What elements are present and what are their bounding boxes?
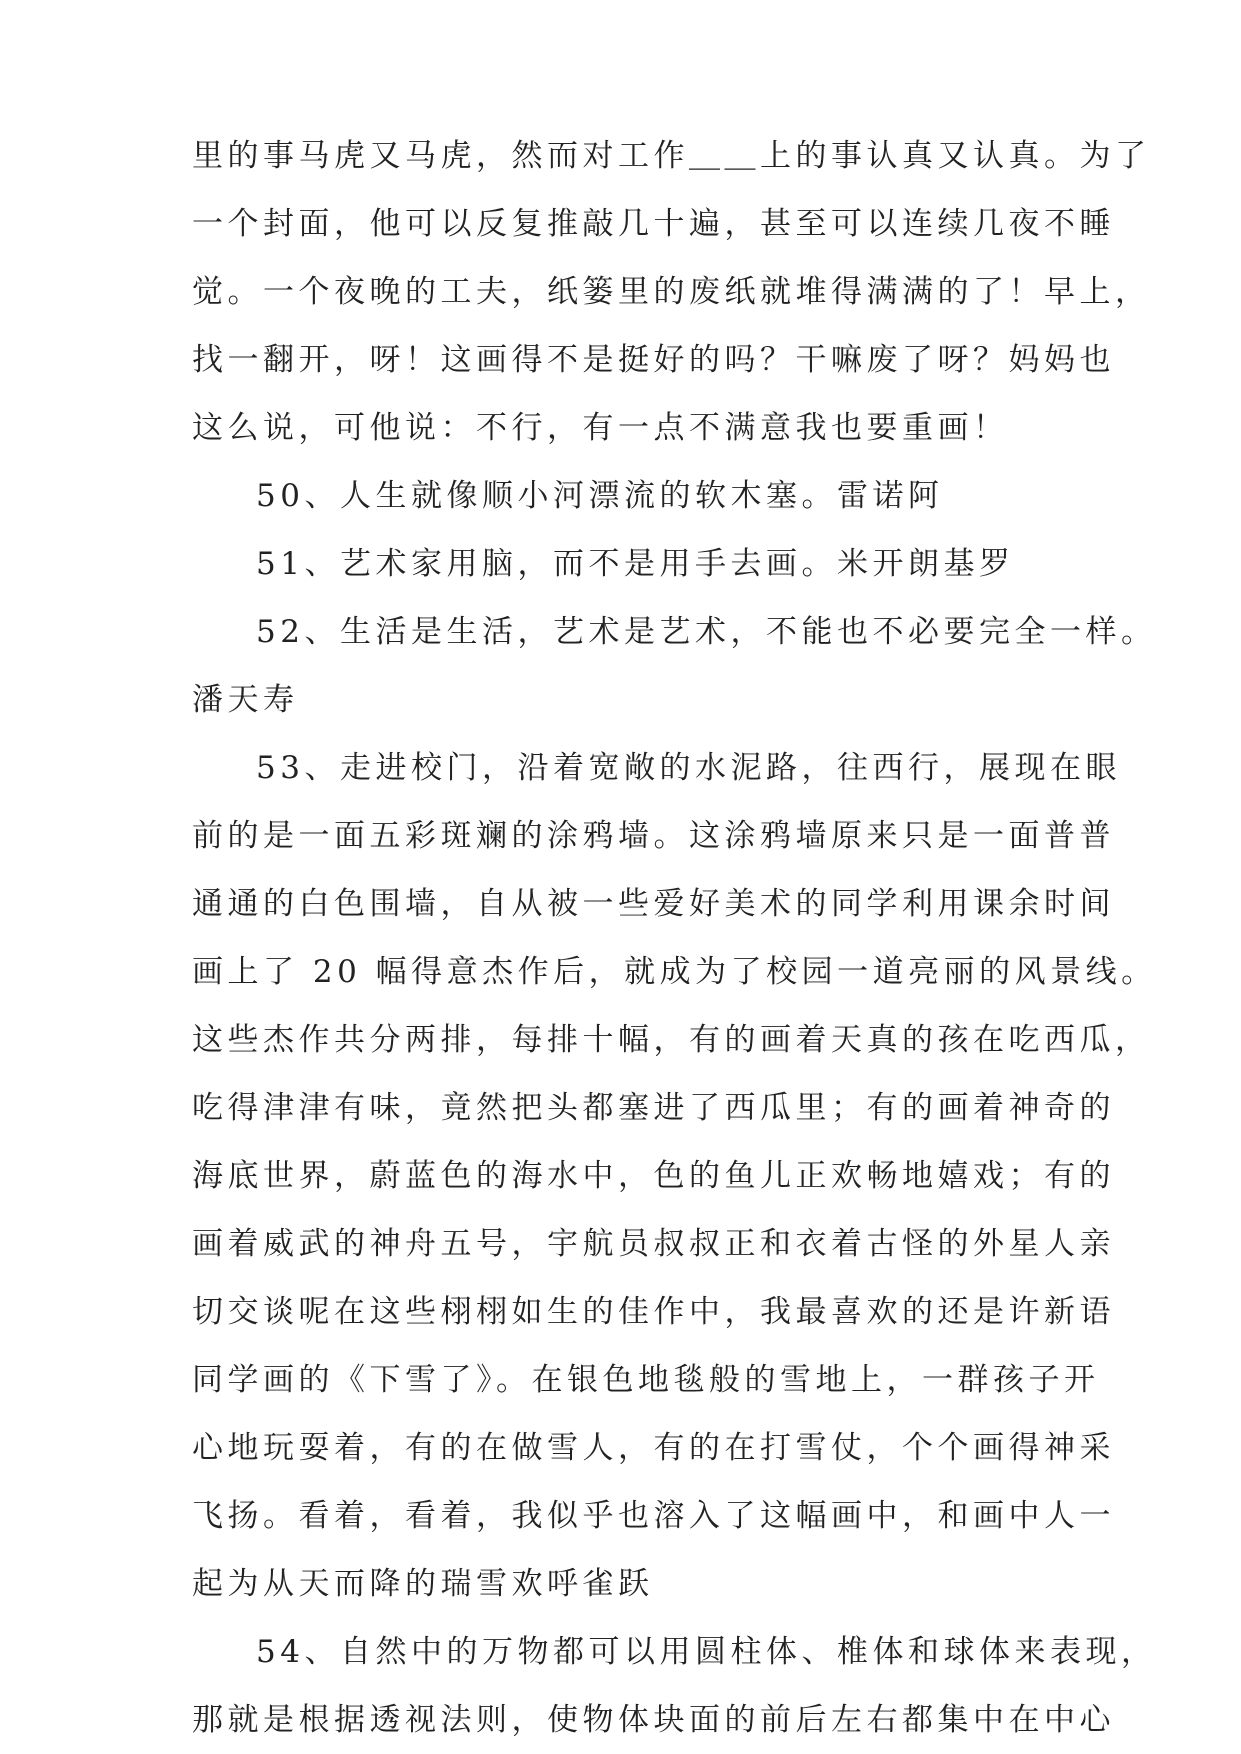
text-line: 画着威武的神舟五号，宇航员叔叔正和衣着古怪的外星人亲 (192, 1226, 1115, 1262)
text-line: 前的是一面五彩斑斓的涂鸦墙。这涂鸦墙原来只是一面普普 (192, 818, 1115, 854)
text-line: 心地玩耍着，有的在做雪人，有的在打雪仗，个个画得神采 (192, 1430, 1115, 1466)
paragraph-50: 50、人生就像顺小河漂流的软木塞。雷诺阿 (256, 478, 944, 514)
text-line: 一个封面，他可以反复推敲几十遍，甚至可以连续几夜不睡 (192, 206, 1115, 242)
text-line: 吃得津津有味，竟然把头都塞进了西瓜里；有的画着神奇的 (192, 1090, 1115, 1126)
text-line: 觉。一个夜晚的工夫，纸篓里的废纸就堆得满满的了！早上， (192, 274, 1151, 310)
text-line: 起为从天而降的瑞雪欢呼雀跃 (192, 1566, 654, 1602)
paragraph-51: 51、艺术家用脑，而不是用手去画。米开朗基罗 (256, 546, 1015, 582)
text-line: 潘天寿 (192, 682, 299, 718)
text-line: 找一翻开，呀！这画得不是挺好的吗？干嘛废了呀？妈妈也 (192, 342, 1115, 378)
text-line: 通通的白色围墙，自从被一些爱好美术的同学利用课余时间 (192, 886, 1115, 922)
text-line: 海底世界，蔚蓝色的海水中，色的鱼儿正欢畅地嬉戏；有的 (192, 1158, 1115, 1194)
paragraph-54: 54、自然中的万物都可以用圆柱体、椎体和球体来表现， (256, 1634, 1157, 1670)
text-line: 画上了 20 幅得意杰作后，就成为了校园一道亮丽的风景线。 (192, 954, 1157, 990)
paragraph-52: 52、生活是生活，艺术是艺术，不能也不必要完全一样。 (256, 614, 1157, 650)
text-line: 飞扬。看着，看着，我似乎也溶入了这幅画中，和画中人一 (192, 1498, 1115, 1534)
text-line: 同学画的《下雪了》。在银色地毯般的雪地上，一群孩子开 (192, 1362, 1100, 1398)
text-line: 这么说，可他说：不行，有一点不满意我也要重画！ (192, 410, 1009, 446)
text-line: 里的事马虎又马虎，然而对工作＿＿上的事认真又认真。为了 (192, 138, 1151, 174)
text-line: 切交谈呢在这些栩栩如生的佳作中，我最喜欢的还是许新语 (192, 1294, 1115, 1330)
paragraph-53: 53、走进校门，沿着宽敞的水泥路，往西行，展现在眼 (256, 750, 1121, 786)
text-line: 那就是根据透视法则，使物体块面的前后左右都集中在中心 (192, 1702, 1115, 1738)
text-line: 这些杰作共分两排，每排十幅，有的画着天真的孩在吃西瓜， (192, 1022, 1151, 1058)
